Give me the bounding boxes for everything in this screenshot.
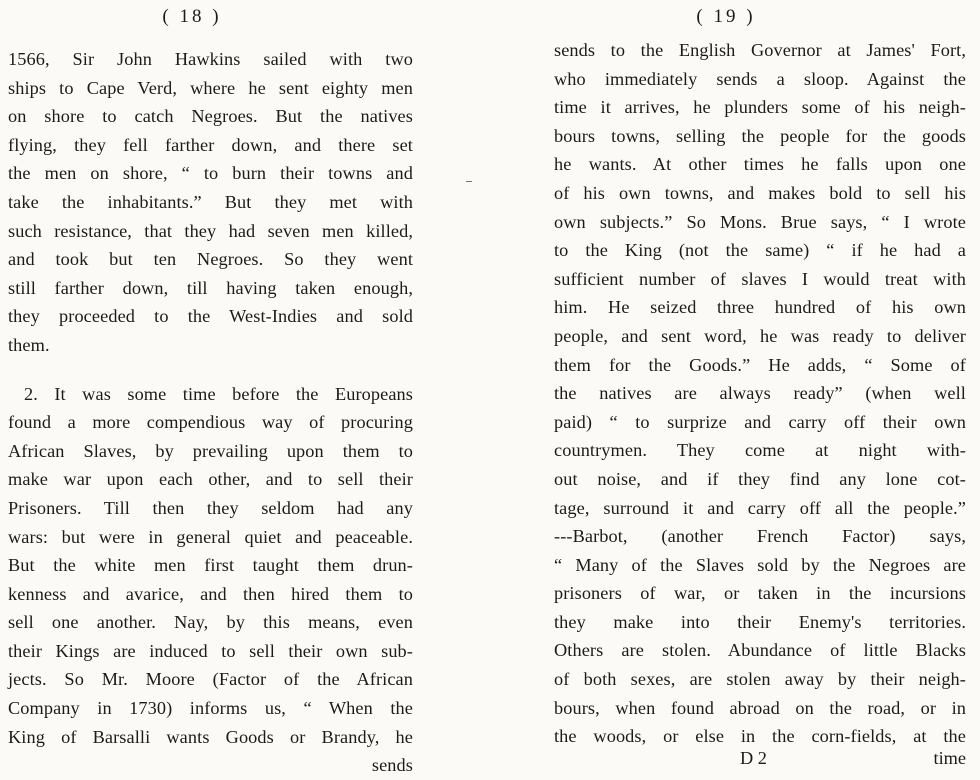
text-line: still farther down, till having taken enough, bbox=[8, 277, 413, 298]
text-line: 2. It was some time before the Europeans bbox=[24, 383, 413, 404]
text-line: the natives are always ready” (when well bbox=[554, 383, 966, 404]
text-line: take the inhabitants.” But they met with bbox=[8, 191, 413, 212]
text-line: they make into their Enemy's territories. bbox=[554, 611, 966, 632]
text-line: sell one another. Nay, by this means, even bbox=[8, 612, 413, 633]
text-line: time it arrives, he plunders some of his neigh- bbox=[554, 97, 966, 118]
text-line: on shore to catch Negroes. But the natives bbox=[8, 106, 413, 127]
body-text bbox=[554, 36, 966, 751]
text-line: flying, they fell farther down, and there set bbox=[8, 134, 413, 155]
text-line: and took but ten Negroes. So they went bbox=[8, 249, 413, 270]
text-line: ---Barbot, (another French Factor) says, bbox=[554, 526, 966, 547]
right-page bbox=[540, 0, 980, 776]
text-line: them for the Goods.” He adds, “ Some of bbox=[554, 354, 966, 375]
text-line: out noise, and if they find any lone cot- bbox=[554, 468, 966, 489]
text-line: make war upon each other, and to sell their bbox=[8, 469, 413, 490]
text-line: own subjects.” So Mons. Brue says, “ I wrote bbox=[554, 211, 966, 232]
catchword: sends bbox=[371, 755, 413, 776]
text-line: “ Many of the Slaves sold by the Negroes are bbox=[554, 554, 966, 575]
text-line: such resistance, that they had seven men killed, bbox=[8, 220, 413, 241]
text-line: to the King (not the same) “ if he had a bbox=[554, 240, 966, 261]
text-line: tage, surround it and carry off all the people.” bbox=[554, 497, 966, 518]
text-line: he wants. At other times he falls upon one bbox=[554, 154, 966, 175]
text-line: of both sexes, are stolen away by their neigh- bbox=[554, 669, 966, 690]
page-number: ( 18 ) bbox=[162, 6, 222, 27]
page-footer bbox=[554, 746, 966, 770]
text-line: people, and sent word, he was ready to deliver bbox=[554, 325, 966, 346]
text-line: Others are stolen. Abundance of little Blacks bbox=[554, 640, 966, 661]
text-line: ships to Cape Verd, where he sent eighty men bbox=[8, 77, 413, 98]
text-line: 1566, Sir John Hawkins sailed with two bbox=[8, 49, 413, 69]
text-line: bours towns, selling the people for the goods bbox=[554, 125, 966, 146]
text-line: kenness and avarice, and then hired them to bbox=[8, 583, 413, 604]
text-line: sends to the English Governor at James' Fort, bbox=[554, 40, 966, 60]
text-line: Company in 1730) informs us, “ When the bbox=[8, 698, 413, 719]
text-line: countrymen. They come at night with- bbox=[554, 440, 966, 461]
text-line: them. bbox=[8, 334, 50, 355]
signature-mark: D 2 bbox=[740, 748, 767, 768]
catchword: time bbox=[933, 748, 966, 768]
text-line: of his own towns, and makes bold to sell his bbox=[554, 182, 966, 203]
text-line: wars: but were in general quiet and peaceable. bbox=[8, 526, 413, 547]
text-line: Prisoners. Till then they seldom had any bbox=[8, 497, 413, 518]
text-line: African Slaves, by prevailing upon them to bbox=[8, 440, 413, 461]
text-line: they proceeded to the West-Indies and sold bbox=[8, 306, 413, 327]
text-line: But the white men first taught them drun- bbox=[8, 555, 413, 576]
text-line: the woods, or else in the corn-fields, at the bbox=[554, 726, 966, 747]
paragraph-break bbox=[8, 360, 413, 380]
text-line: him. He seized three hundred of his own bbox=[554, 297, 966, 318]
text-line: sufficient number of slaves I would treat with bbox=[554, 268, 966, 289]
text-line: who immediately sends a sloop. Against the bbox=[554, 68, 966, 89]
text-line: the men on shore, “ to burn their towns and bbox=[8, 163, 413, 184]
body-text bbox=[8, 45, 413, 780]
text-line: prisoners of war, or taken in the incursions bbox=[554, 583, 966, 604]
text-line: jects. So Mr. Moore (Factor of the African bbox=[8, 669, 413, 690]
text-line: their Kings are induced to sell their own sub- bbox=[8, 640, 413, 661]
gutter-mark bbox=[466, 181, 472, 182]
text-line: bours, when found abroad on the road, or in bbox=[554, 697, 966, 718]
text-line: King of Barsalli wants Goods or Brandy, he bbox=[8, 726, 413, 747]
text-line: paid) “ to surprize and carry off their own bbox=[554, 411, 966, 432]
text-line: found a more compendious way of procuring bbox=[8, 412, 413, 433]
left-page bbox=[0, 0, 440, 776]
page-number: ( 19 ) bbox=[696, 6, 756, 27]
